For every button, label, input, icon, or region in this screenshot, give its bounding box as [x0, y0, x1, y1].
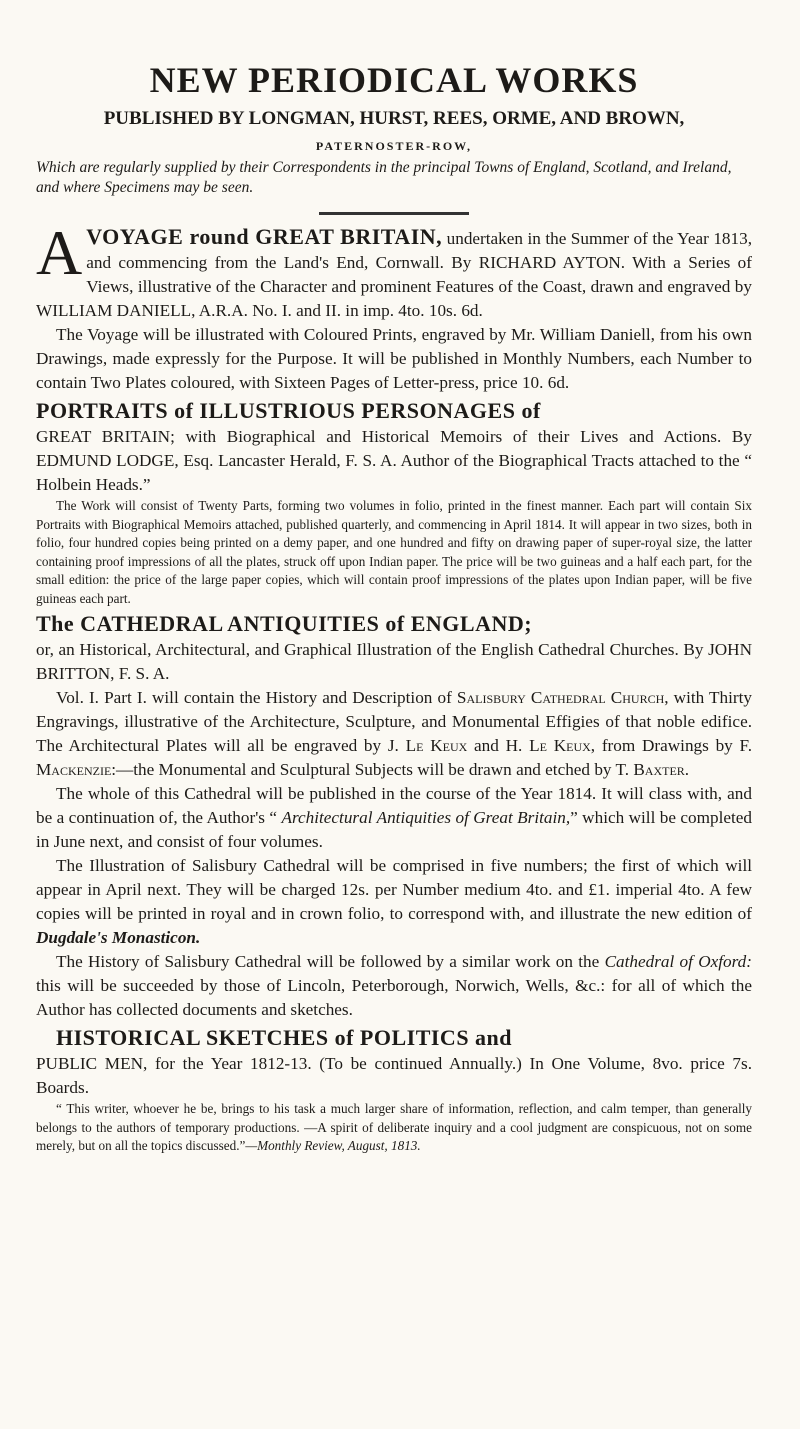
entry-text: GREAT BRITAIN; with Biographical and Historical Memoirs of their Lives and Actions. By EDMUND LODGE, Esq. Lancaster Herald, F. S. A. Author of the Biographical Tracts attached to the “ Holbein Heads.” [36, 427, 752, 494]
address-line: PATERNOSTER-ROW, [315, 139, 473, 153]
text-run: Vol. I. Part I. will contain the History and Description of [56, 688, 457, 707]
review-quote [36, 1100, 752, 1156]
entry-text: undertaken in the Summer of the Year 1813, and commencing from the Land's End, Cornwall. By RICHARD AYTON. With a Series of Views, illustrative of the Character and prominent Features of the Coast, drawn and engraved by WILLIAM DANIELL, A.R.A. No. I. and II. in imp. 4to. 10s. 6d. [36, 229, 752, 320]
text-run: Mackenzie [36, 760, 112, 779]
text-run: Le Keux, [529, 736, 596, 755]
text-run: “ This writer, whoever he be, brings to his task a much larger share of information, reflection, and calm temper, than generally belongs to the authors of temporary productions. —A spirit of deliberate inquiry and a cool judgment are conspicuous, not on some merely, but on all the topics discussed.” [36, 1101, 752, 1153]
entry-text: PUBLIC MEN, for the Year 1812-13. (To be continued Annually.) In One Volume, 8vo. price 7s. Boards. [36, 1054, 752, 1097]
text-run: Cathedral of Oxford: [604, 952, 752, 971]
text-run: Baxter. [633, 760, 690, 779]
text-run: Dugdale's Monasticon. [36, 928, 201, 947]
text-run: from Drawings by F. [595, 736, 753, 755]
correspondents-note: Which are regularly supplied by their Correspondents in the principal Towns of England, Scotland, and Ireland, and where Specimens may be seen. [36, 159, 732, 196]
entry-cathedral [36, 612, 752, 1022]
entry-heading: HISTORICAL SKETCHES of POLITICS and [56, 1025, 513, 1050]
text-run: Salisbury Cathedral Church, [456, 688, 669, 707]
entry-heading: The CATHEDRAL ANTIQUITIES of ENGLAND; [36, 611, 533, 636]
text-run: and H. [467, 736, 530, 755]
text-run: this will be succeeded by those of Lincoln, Peterborough, Norwich, Wells, &c.: for all of which the Author has collected documents and sketches. [36, 976, 752, 1019]
text-run: The whole of this Cathedral will be published in the course of the Year 1814. It will class with, and be a continuation of, the Author's “ [36, 784, 752, 827]
text-run: The History of Salisbury Cathedral will be followed by a similar work on the [56, 952, 605, 971]
text-run: :—the Monumental and Sculptural Subjects will be drawn and etched by T. [111, 760, 634, 779]
text-run: Le Keux [405, 736, 468, 755]
review-source: —Monthly Review, August, 1813. [245, 1138, 421, 1153]
page-title: NEW PERIODICAL WORKS [149, 60, 639, 100]
entry-text: or, an Historical, Architectural, and Graphical Illustration of the English Cathedral Churches. By JOHN BRITTON, F. S. A. [36, 640, 752, 683]
entry-small-text: The Work will consist of Twenty Parts, forming two volumes in folio, printed in the finest manner. Each part will contain Six Portraits with Biographical Memoirs attached, published quarterly, and commencing in April 1814. It will appear in two sizes, both in folio, four hundred copies being printed on a demy paper, and one hundred and fifty on drawing paper of super-royal size, the latter containing proof impressions of all the plates, struck off upon Indian paper. The price will be two guineas and a half each part, for the small edition: the price of the large paper copies, which will contain proof impressions of the plates upon Indian paper, will be five guineas each part. [36, 498, 752, 606]
divider-rule [319, 212, 469, 215]
drop-cap: A [36, 217, 83, 288]
entry-sketches [36, 1026, 752, 1156]
text-run: The Illustration of Salisbury Cathedral will be comprised in five numbers; the first of which will appear in April next. They will be charged 12s. per Number medium 4to. and £1. imperial 4to. A few copies will be printed in royal and in crown folio, to correspond with, and illustrate the new edition of [36, 856, 752, 923]
text-run: Architectural Antiquities of Great Britain, [281, 808, 571, 827]
entry-portraits [36, 399, 752, 608]
text-run: with Thirty Engravings, illustrative of the Architecture, Sculpture, and Monumental Effigies of that noble edifice. The Architectural Plates will all be engraved by J. [36, 688, 752, 755]
entry-voyage [36, 217, 752, 395]
entry-heading: VOYAGE round GREAT BRITAIN, [86, 224, 443, 249]
entry-text: The Voyage will be illustrated with Coloured Prints, engraved by Mr. William Daniell, from his own Drawings, made expressly for the Purpose. It will be published in Monthly Numbers, each Number to contain Two Plates coloured, with Sixteen Pages of Letter-press, price 10. 6d. [36, 325, 752, 392]
text-run: ” which will be completed in June next, and consist of four volumes. [36, 808, 752, 851]
publisher-line: PUBLISHED BY LONGMAN, HURST, REES, ORME, AND BROWN, [103, 108, 685, 129]
entry-text [36, 854, 752, 950]
entry-text [36, 782, 752, 854]
entry-text [36, 686, 752, 782]
entry-text [36, 950, 752, 1022]
entry-heading: PORTRAITS of ILLUSTRIOUS PERSONAGES of [36, 398, 541, 423]
